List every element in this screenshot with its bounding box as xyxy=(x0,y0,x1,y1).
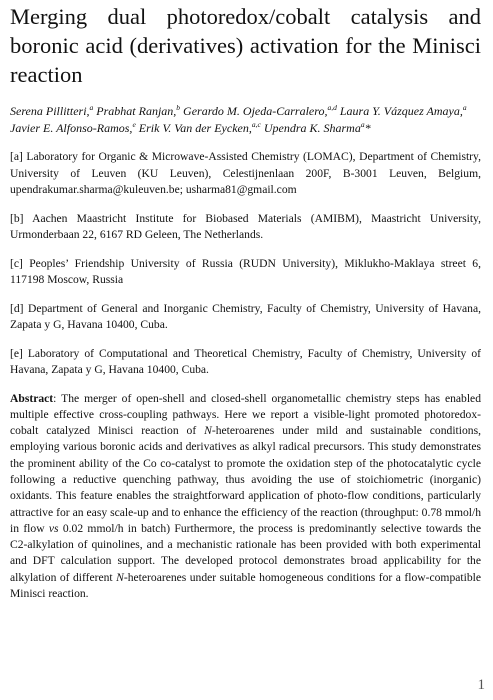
affiliation-c: [c] Peoples’ Friendship University of Russia (RUDN University), Miklukho-Maklaya street 6, 117198 Moscow, Russia xyxy=(10,256,481,286)
affiliation-d: [d] Department of General and Inorganic Chemistry, Faculty of Chemistry, University of Havana, Zapata y G, Havana 10400, Cuba. xyxy=(10,301,481,331)
author: Upendra K. Sharma$^a$* xyxy=(263,120,371,135)
author: Javier E. Alfonso-Ramos,$^e$ xyxy=(10,120,136,135)
page-number: 1 xyxy=(477,677,485,693)
author: Laura Y. Vázquez Amaya,$^a$ xyxy=(339,103,467,118)
affiliation-b: [b] Aachen Maastricht Institute for Biobased Materials (AMIBM), Maastricht University, Urmonderbaan 22, 6167 RD Geleen, The Netherlands. xyxy=(10,211,481,241)
paper-title: Merging dual photoredox/cobalt catalysis and boronic acid (derivatives) activation for the Minisci reaction xyxy=(10,4,481,87)
author: Prabhat Ranjan,$^b$ xyxy=(96,103,181,118)
affiliation-e: [e] Laboratory of Computational and Theoretical Chemistry, Faculty of Chemistry, University of Havana, Zapata y G, Havana 10400, Cuba. xyxy=(10,346,481,376)
author-list xyxy=(10,103,481,137)
author: Erik V. Van der Eycken,$^{a,c}$ xyxy=(138,120,261,135)
abstract xyxy=(10,391,481,603)
affiliation-a: [a] Laboratory for Organic & Microwave-Assisted Chemistry (LOMAC), Department of Chemistry, University of Leuven (KU Leuven), Celestijnenlaan 200F, B-3001 Leuven, Belgium, upendrakumar.sharma@kuleuven.be; usharma81@gmail.com xyxy=(10,150,481,196)
abstract-body: : The merger of open-shell and closed-shell organometallic chemistry steps has enabled multiple effective cross-coupling pathways. Here we report a visible-light promoted photoredox-cobalt catalyzed Minisci reaction of N-heteroarenes under mild and sustainable conditions, employing various boronic acids and derivatives as alkyl radical precursors. This study demonstrates the prominent ability of the Co co-catalyst to promote the oxidation step of the photocatalytic cycle following a reductive quenching pathway, thus avoiding the use of stoichiometric (inorganic) oxidants. This feature enables the straightforward application of photo-flow conditions, particularly attractive for an easy scale-up and to enhance the efficiency of the reaction (throughput: 0.78 mmol/h in flow vs 0.02 mmol/h in batch) Furthermore, the process is predominantly selective towards the C2-alkylation of quinolines, and a mechanistic rationale has been provided with both experimental and DFT calculation support. The developed protocol demonstrates broad applicability for the alkylation of different N-heteroarenes under suitable homogeneous conditions for a flow-compatible Minisci reaction. xyxy=(10,391,481,601)
abstract-label: Abstract xyxy=(10,391,54,405)
author: Serena Pillitteri,$^a$ xyxy=(10,103,94,118)
author: Gerardo M. Ojeda-Carralero,$^{a,d}$ xyxy=(183,103,337,118)
